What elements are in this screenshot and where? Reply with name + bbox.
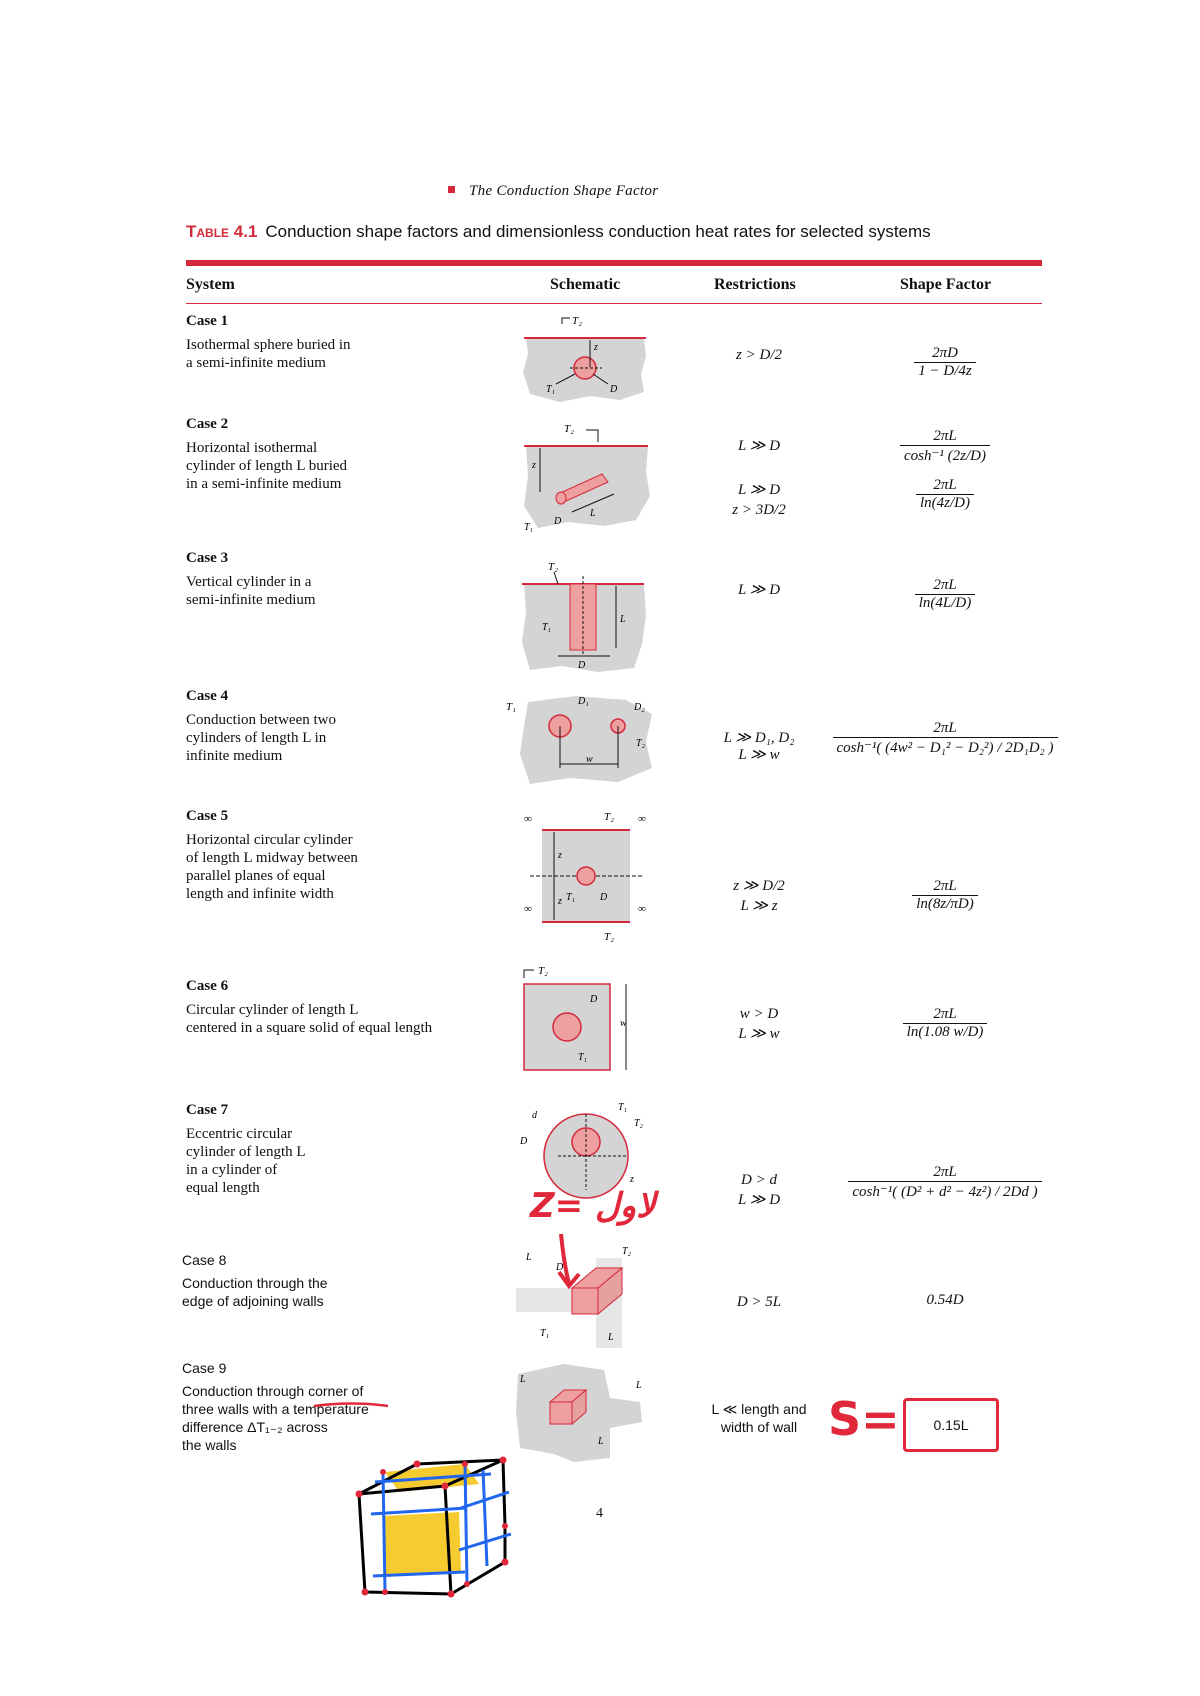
table-label: Table 4.1 [186, 222, 258, 241]
case-4-shape-factor: $\frac{2\pi L}{\text{cosh⁻¹( (4w² − D₁² − D₂²) / 2D₁D₂ )}}$ [830, 720, 1060, 757]
svg-text:T₂: T₂ [622, 1246, 632, 1257]
case-2-desc: Horizontal isothermal cylinder of length L buried in a semi-infinite medium [186, 440, 348, 492]
svg-text:T₂: T₂ [572, 316, 582, 327]
case-1-schematic [520, 316, 650, 404]
svg-text:D₁: D₁ [578, 696, 589, 707]
header-system: System [186, 276, 235, 293]
caption-text: Conduction shape factors and dimensionless conduction heat rates for selected systems [265, 222, 931, 241]
case-9-schematic [514, 1358, 654, 1468]
case-7-shape-factor: $\frac{2\pi L}{\text{cosh⁻¹( (D² + d² − 4z²) / 2Dd )}}$ [830, 1164, 1060, 1201]
svg-text:D: D [578, 660, 586, 671]
case-1-system: Case 1 Isothermal sphere buried in a semi-infinite medium [186, 313, 351, 371]
case-4-desc: Conduction between two cylinders of length L in infinite medium [186, 712, 336, 764]
svg-text:T₂: T₂ [604, 931, 614, 942]
svg-text:z: z [532, 460, 536, 471]
case-6-system: Case 6 Circular cylinder of length L centered in a square solid of equal length [186, 978, 433, 1036]
svg-text:z: z [558, 850, 562, 861]
svg-text:L: L [620, 614, 626, 625]
svg-text:D: D [610, 384, 618, 395]
top-rule [186, 260, 1042, 266]
table-caption [186, 222, 931, 242]
case-4-system: Case 4 Conduction between two cylinders of length L in infinite medium [186, 688, 336, 764]
svg-text:D: D [600, 892, 608, 903]
header-rule [186, 303, 1042, 304]
case-3-shape-factor: $\frac{2\pi L}{\ln(4L/D)}$ [845, 577, 1045, 612]
boxed-answer: 0.15L [903, 1398, 999, 1452]
case-5-restrictions: z ≫ D/2 L ≫ z [733, 878, 785, 914]
case-8-shape-factor: 0.54D [926, 1292, 964, 1308]
svg-text:T₂: T₂ [634, 1118, 644, 1129]
svg-text:D: D [520, 1136, 528, 1147]
svg-text:T₂: T₂ [538, 965, 548, 977]
case-3-desc: Vertical cylinder in a semi-infinite medium [186, 574, 316, 608]
svg-text:T₁: T₁ [542, 622, 552, 633]
svg-text:L: L [636, 1380, 642, 1391]
case-1-shape-factor: $\frac{2\pi D}{1 - D/4z}$ [845, 345, 1045, 380]
svg-text:w: w [620, 1018, 627, 1029]
case-7-restrictions: D > d L ≫ D [737, 1172, 781, 1208]
svg-text:L: L [608, 1332, 614, 1343]
svg-text:T₁: T₁ [618, 1102, 628, 1113]
header-restrictions: Restrictions [714, 276, 796, 293]
case-2-shape-factor: $\frac{2\pi L}{\text{cosh⁻¹ (2z/D)}}$ $\frac{2\pi L}{\ln(4z/D)}$ [845, 428, 1045, 512]
svg-text:D: D [590, 994, 598, 1005]
svg-text:T₂: T₂ [548, 561, 558, 573]
svg-text:T₁: T₁ [566, 892, 576, 903]
case-3-schematic [518, 556, 650, 676]
svg-text:z: z [594, 342, 598, 353]
case-6-desc: Circular cylinder of length L centered in a square solid of equal length [186, 1002, 433, 1036]
case-6-schematic [520, 960, 650, 1078]
svg-text:∞: ∞ [524, 813, 532, 825]
svg-text:w: w [586, 754, 593, 765]
case-3-system: Case 3 Vertical cylinder in a semi-infinite medium [186, 550, 316, 608]
case-2-schematic [518, 416, 652, 536]
case-8-system: Case 8 Conduction through the edge of adjoining walls [182, 1252, 328, 1309]
svg-text:T₁: T₁ [540, 1328, 550, 1339]
case-7-system: Case 7 Eccentric circular cylinder of length L in a cylinder of equal length [186, 1102, 306, 1196]
svg-text:L: L [598, 1436, 604, 1447]
case-7-desc: Eccentric circular cylinder of length L in a cylinder of equal length [186, 1126, 306, 1196]
corner-sketch-drawing [355, 1452, 525, 1602]
svg-text:D: D [554, 516, 562, 527]
svg-text:T₁: T₁ [524, 522, 534, 533]
case-9-system: Case 9 Conduction through corner of three walls with a temperature difference ΔT₁₋₂ across the walls [182, 1360, 369, 1453]
header-shape-factor: Shape Factor [900, 276, 992, 293]
case-9-restrictions: L ≪ length and width of wall [711, 1401, 807, 1435]
svg-text:z: z [558, 896, 562, 907]
svg-text:D₂: D₂ [634, 702, 645, 713]
case-1-desc: Isothermal sphere buried in a semi-infinite medium [186, 337, 351, 371]
case-3-restrictions: L ≫ D [737, 582, 781, 598]
svg-text:z: z [630, 1174, 634, 1185]
svg-text:d: d [532, 1110, 537, 1121]
bullet-square-icon [448, 186, 455, 193]
case-2-restrictions: L ≫ D L ≫ D z > 3D/2 [732, 438, 786, 518]
case-4-restrictions: L ≫ D₁, D₂ L ≫ w [723, 730, 795, 763]
case-4-schematic [506, 690, 656, 790]
svg-text:T₁: T₁ [506, 701, 516, 713]
header-schematic: Schematic [550, 276, 621, 293]
case-5-shape-factor: $\frac{2\pi L}{\ln(8z/\pi D)}$ [845, 878, 1045, 913]
svg-text:∞: ∞ [638, 903, 646, 915]
svg-text:D: D [556, 1262, 564, 1273]
case-2-system: Case 2 Horizontal isothermal cylinder of length L buried in a semi-infinite medium [186, 416, 348, 492]
handwritten-underline [312, 1400, 390, 1410]
running-head: The Conduction Shape Factor [448, 183, 658, 200]
case-8-restrictions: D > 5L [736, 1294, 782, 1310]
case-8-desc: Conduction through the edge of adjoining walls [182, 1275, 328, 1309]
svg-text:T₂: T₂ [636, 738, 646, 749]
svg-text:L: L [526, 1252, 532, 1263]
svg-text:L: L [520, 1374, 526, 1385]
page-number: 4 [596, 1506, 603, 1521]
svg-text:T₁: T₁ [546, 384, 556, 395]
handwritten-s-equals: S= [828, 1392, 900, 1446]
case-5-system: Case 5 Horizontal circular cylinder of length L midway between parallel planes of equal length and infinite width [186, 808, 358, 902]
handwritten-equation: Z= لاول [530, 1186, 656, 1226]
svg-text:T₂: T₂ [564, 423, 574, 435]
handwritten-arrow-icon [555, 1232, 589, 1290]
svg-text:∞: ∞ [524, 903, 532, 915]
case-5-schematic [516, 808, 656, 942]
svg-text:T₂: T₂ [604, 811, 614, 823]
svg-text:L: L [590, 508, 596, 519]
svg-text:∞: ∞ [638, 813, 646, 825]
case-1-restrictions: z > D/2 [736, 347, 782, 363]
case-5-desc: Horizontal circular cylinder of length L midway between parallel planes of equal length and infinite width [186, 832, 358, 902]
case-6-shape-factor: $\frac{2\pi L}{\ln(1.08 w/D)}$ [845, 1006, 1045, 1041]
svg-text:T₁: T₁ [578, 1052, 588, 1063]
case-6-restrictions: w > D L ≫ w [738, 1006, 780, 1042]
case-9-desc: Conduction through corner of three walls with a temperature difference ΔT₁₋₂ across the walls [182, 1383, 369, 1453]
